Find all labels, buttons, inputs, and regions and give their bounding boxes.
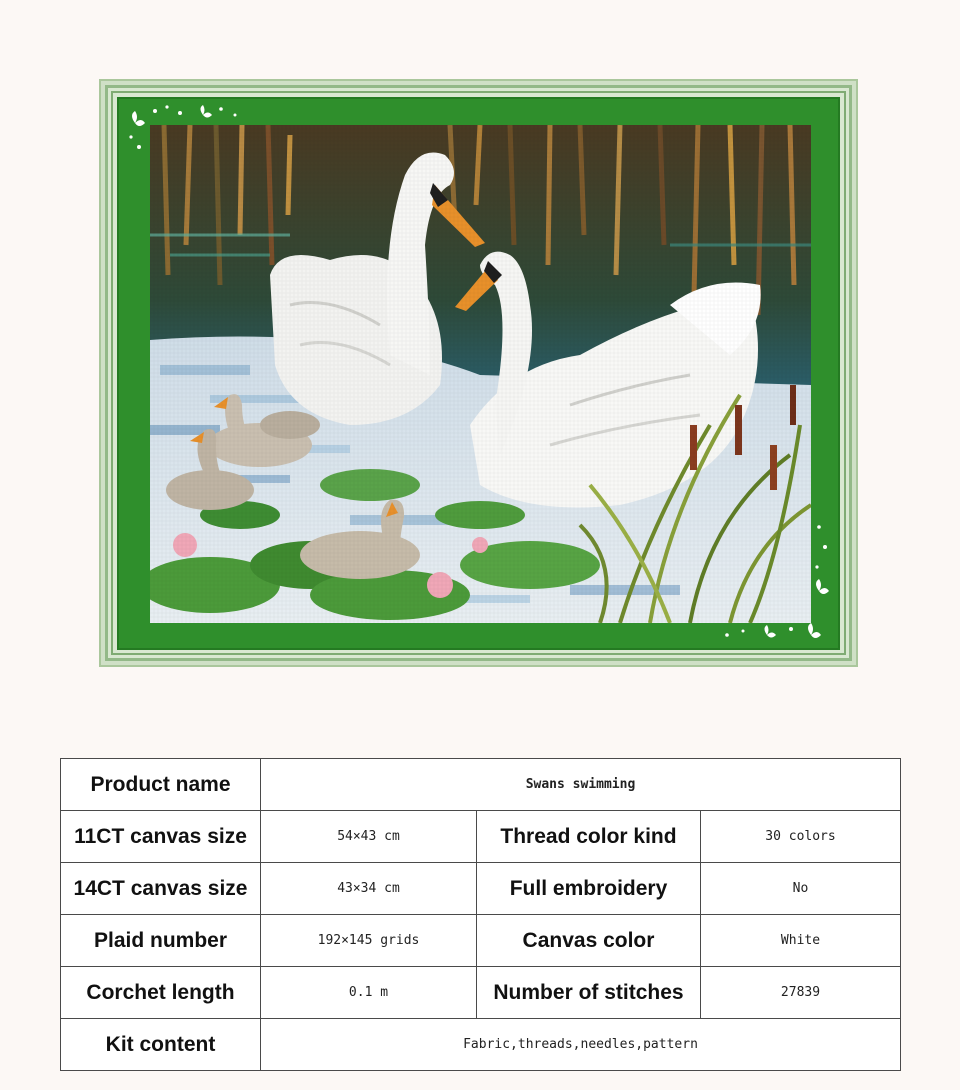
- stitches-value: 27839: [701, 967, 901, 1019]
- green-mat: [117, 97, 840, 650]
- canvas-11ct-label: 11CT canvas size: [61, 811, 261, 863]
- stitches-label: Number of stitches: [477, 967, 701, 1019]
- product-spec-table: [60, 758, 901, 1071]
- table-row: [61, 915, 901, 967]
- canvas-color-label: Canvas color: [477, 915, 701, 967]
- thread-color-kind-label: Thread color kind: [477, 811, 701, 863]
- table-row: [61, 863, 901, 915]
- corchet-length-label: Corchet length: [61, 967, 261, 1019]
- picture-frame: [99, 79, 858, 667]
- full-embroidery-label: Full embroidery: [477, 863, 701, 915]
- kit-content-value: Fabric,threads,needles,pattern: [261, 1019, 901, 1071]
- product-name-value: Swans swimming: [261, 759, 901, 811]
- corchet-length-value: 0.1 m: [261, 967, 477, 1019]
- plaid-number-value: 192×145 grids: [261, 915, 477, 967]
- table-row: [61, 759, 901, 811]
- canvas-14ct-label: 14CT canvas size: [61, 863, 261, 915]
- table-row: [61, 967, 901, 1019]
- plaid-number-label: Plaid number: [61, 915, 261, 967]
- canvas-color-value: White: [701, 915, 901, 967]
- thread-color-kind-value: 30 colors: [701, 811, 901, 863]
- swans-artwork: [150, 125, 811, 623]
- product-name-label: Product name: [61, 759, 261, 811]
- table-row: [61, 1019, 901, 1071]
- table-row: [61, 811, 901, 863]
- canvas-11ct-value: 54×43 cm: [261, 811, 477, 863]
- kit-content-label: Kit content: [61, 1019, 261, 1071]
- full-embroidery-value: No: [701, 863, 901, 915]
- canvas-14ct-value: 43×34 cm: [261, 863, 477, 915]
